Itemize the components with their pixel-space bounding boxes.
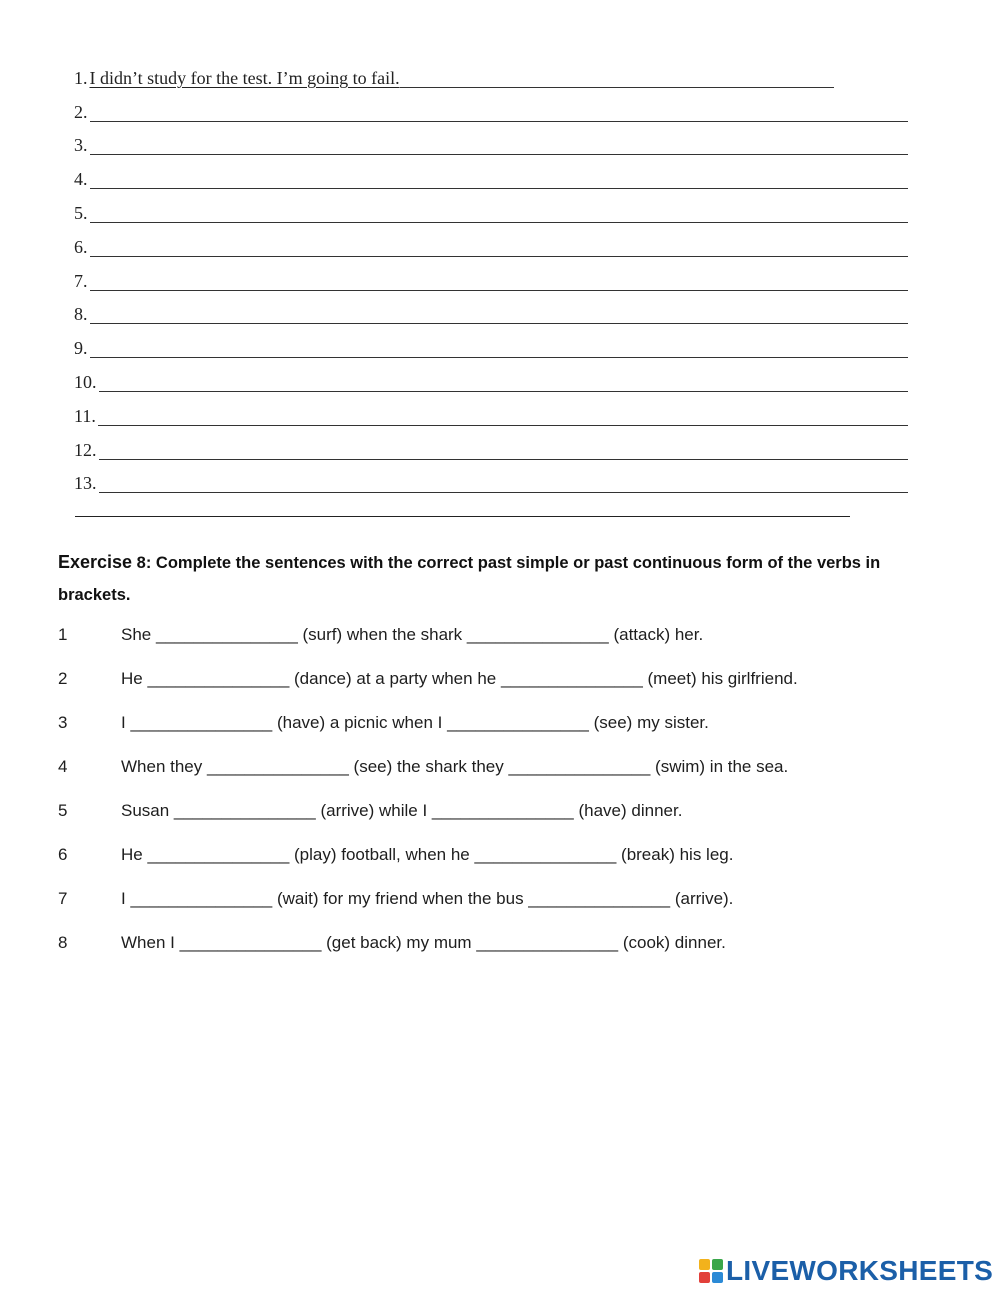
answer-blank[interactable] — [90, 222, 909, 223]
example-answer-text: I didn’t study for the test. I’m going to fail. — [89, 67, 400, 88]
answer-line-4 — [74, 157, 908, 191]
answer-blank[interactable] — [98, 425, 908, 426]
answer-blank[interactable] — [90, 154, 909, 155]
answer-line-7 — [74, 259, 908, 293]
answer-line-number: 4. — [74, 169, 88, 190]
answer-blank[interactable] — [99, 459, 909, 460]
logo-mark-icon — [699, 1259, 723, 1283]
exercise-heading — [58, 546, 948, 611]
answer-line-5 — [74, 191, 908, 225]
sentence-row — [58, 665, 938, 709]
logo-mark-cell — [712, 1272, 723, 1283]
sentence-text: He _______________ (play) football, when he _______________ (break) his leg. — [121, 845, 734, 864]
answer-line-13 — [74, 462, 908, 496]
sentence-text: He _______________ (dance) at a party when he _______________ (meet) his girlfriend. — [121, 669, 798, 688]
answer-line-number: 8. — [74, 304, 88, 325]
answer-line-1 — [74, 56, 908, 90]
liveworksheets-logo — [699, 1256, 993, 1286]
answer-blank[interactable] — [90, 256, 909, 257]
answer-line-8 — [74, 293, 908, 327]
answer-blank[interactable] — [90, 323, 909, 324]
sentence-number: 2 — [58, 669, 68, 688]
answer-line-6 — [74, 225, 908, 259]
sentence-text: When I _______________ (get back) my mum _______________ (cook) dinner. — [121, 933, 726, 952]
sentence-row — [58, 753, 938, 797]
sentence-row — [58, 841, 938, 885]
sentence-text: She _______________ (surf) when the shark _______________ (attack) her. — [121, 625, 704, 644]
answer-line-number: 11. — [74, 405, 96, 426]
answer-blank[interactable] — [90, 121, 909, 122]
answer-line-number: 5. — [74, 202, 88, 223]
sentence-row — [58, 885, 938, 929]
logo-text: LIVEWORKSHEETS — [726, 1255, 994, 1286]
answer-line-number: 12. — [74, 439, 97, 460]
sentence-row — [58, 929, 938, 973]
exercise-sentences — [58, 621, 938, 973]
answer-blank[interactable] — [99, 492, 909, 493]
answer-line-3 — [74, 124, 908, 158]
sentence-text: I _______________ (wait) for my friend when the bus _______________ (arrive). — [121, 889, 734, 908]
answer-line-10 — [74, 360, 908, 394]
logo-mark-cell — [712, 1259, 723, 1270]
answer-blank[interactable] — [99, 391, 909, 392]
sentence-number: 7 — [58, 889, 68, 908]
answer-lines — [74, 56, 908, 495]
sentence-number: 1 — [58, 625, 68, 644]
sentence-text: When they _______________ (see) the shark they _______________ (swim) in the sea. — [121, 757, 789, 776]
sentence-number: 6 — [58, 845, 68, 864]
sentence-row — [58, 797, 938, 841]
answer-line-number: 6. — [74, 236, 88, 257]
extra-answer-blank[interactable] — [75, 516, 850, 517]
answer-line-number: 9. — [74, 338, 88, 359]
answer-line-number: 7. — [74, 270, 88, 291]
answer-line-number: 1. — [74, 67, 88, 88]
logo-mark-cell — [699, 1259, 710, 1270]
answer-line-12 — [74, 428, 908, 462]
sentence-number: 3 — [58, 713, 68, 732]
answer-blank[interactable] — [90, 357, 909, 358]
answer-blank[interactable] — [90, 290, 909, 291]
answer-line-9 — [74, 326, 908, 360]
answer-blank[interactable] — [400, 87, 834, 88]
answer-blank[interactable] — [90, 188, 909, 189]
logo-mark-cell — [699, 1272, 710, 1283]
answer-line-number: 2. — [74, 101, 88, 122]
sentence-number: 5 — [58, 801, 68, 820]
sentence-text: I _______________ (have) a picnic when I _______________ (see) my sister. — [121, 713, 709, 732]
sentence-number: 8 — [58, 933, 68, 952]
sentence-row — [58, 621, 938, 665]
exercise-instruction: 8: Complete the sentences with the correct past simple or past continuous form of the verbs in brackets. — [58, 554, 881, 604]
answer-line-number: 13. — [74, 473, 97, 494]
sentence-number: 4 — [58, 757, 68, 776]
sentence-text: Susan _______________ (arrive) while I _______________ (have) dinner. — [121, 801, 683, 820]
answer-line-11 — [74, 394, 908, 428]
sentence-row — [58, 709, 938, 753]
answer-line-number: 3. — [74, 135, 88, 156]
answer-line-2 — [74, 90, 908, 124]
answer-line-number: 10. — [74, 371, 97, 392]
exercise-label: Exercise — [58, 552, 133, 572]
